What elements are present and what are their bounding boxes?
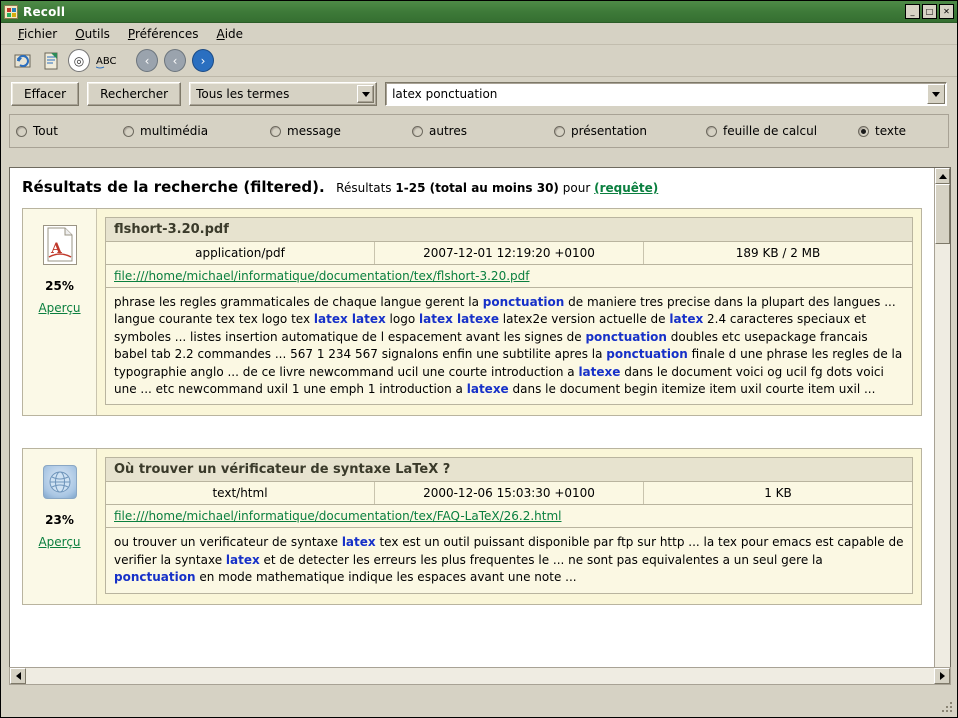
- menu-preferences[interactable]: Préférences: [127, 26, 199, 41]
- nav-prev-glyph: ‹: [164, 49, 186, 72]
- index-config-icon[interactable]: [39, 49, 63, 73]
- results-horizontal-scrollbar[interactable]: [9, 667, 951, 685]
- result-date: 2000-12-06 15:03:30 +0100: [375, 482, 644, 504]
- menu-aide[interactable]: Aide: [216, 26, 244, 41]
- scroll-left-arrow-icon[interactable]: [10, 668, 26, 684]
- resize-grip[interactable]: [940, 700, 954, 714]
- nav-next-glyph: ›: [192, 49, 214, 72]
- filter-texte[interactable]: [852, 124, 912, 138]
- chevron-down-icon[interactable]: [357, 85, 374, 103]
- nav-prev-icon[interactable]: [163, 49, 187, 73]
- filter-feuille-de-calcul-label: feuille de calcul: [723, 124, 818, 138]
- result-mime: text/html: [106, 482, 375, 504]
- snippet-text: doubles etc usepackage francais babel tab 2.2 commandes ... 567 1 234 567 signalons enfin une subtilite apres la: [114, 329, 868, 362]
- snippet-text: logo: [385, 312, 419, 327]
- nav-next-icon[interactable]: [191, 49, 215, 73]
- radio-message-icon[interactable]: [270, 126, 281, 137]
- snippet-highlight: ponctuation: [585, 329, 667, 344]
- results-panel: [9, 167, 951, 685]
- advanced-search-glyph: ◎: [68, 49, 90, 72]
- snippet-text: et de detecter les erreurs les plus frequentes le ... ne sont pas equivalentes a un seul gere la: [259, 552, 823, 567]
- filter-presentation-label: présentation: [571, 124, 647, 138]
- snippet-highlight: latex latex: [313, 312, 386, 327]
- snippet-text: de maniere tres precise dans la plupart des langues ... langue courante tex tex logo tex: [114, 295, 896, 327]
- title-bar: [1, 1, 957, 23]
- radio-autres-icon[interactable]: [412, 126, 423, 137]
- window-title: Recoll: [23, 4, 66, 19]
- result-spacer: [10, 416, 934, 442]
- menu-outils-label: utils: [84, 26, 110, 41]
- tool-bar: [1, 45, 957, 77]
- result-url-row: [105, 505, 913, 528]
- snippet-text: en mode mathematique indique les espaces avant une note ...: [195, 570, 577, 585]
- result-item-sidebar: [23, 449, 97, 603]
- result-size: 1 KB: [644, 482, 912, 504]
- result-item-sidebar: [23, 209, 97, 415]
- search-bar: [1, 77, 957, 111]
- filter-tout-label: Tout: [33, 124, 58, 138]
- snippet-text: latex2e version actuelle de: [498, 312, 670, 327]
- spelling-icon[interactable]: [95, 49, 119, 73]
- snippet-text: phrase les regles grammaticales de chaque langue gerent la: [114, 295, 483, 309]
- snippet-highlight: ponctuation: [114, 570, 196, 585]
- results-summary-range: 1-25 (total au moins 30): [395, 181, 559, 195]
- menu-outils[interactable]: Outils: [75, 26, 110, 41]
- search-input[interactable]: [386, 86, 946, 102]
- search-button[interactable]: Rechercher: [87, 82, 181, 106]
- scroll-track[interactable]: [935, 244, 950, 668]
- menu-preferences-label: références: [134, 26, 199, 41]
- clear-button[interactable]: Effacer: [11, 82, 79, 106]
- result-mime: application/pdf: [106, 242, 375, 264]
- pdf-document-icon: [43, 225, 77, 265]
- result-title[interactable]: flshort-3.20.pdf: [105, 217, 913, 242]
- svg-text:ABC: ABC: [96, 55, 117, 67]
- snippet-highlight: latex: [225, 552, 260, 567]
- result-meta-row: [105, 482, 913, 505]
- menu-fichier-label: ichier: [24, 26, 58, 41]
- filter-autres[interactable]: [406, 124, 548, 138]
- snippet-highlight: latex latexe: [419, 312, 499, 327]
- html-document-icon: [43, 465, 77, 499]
- filter-texte-label: texte: [875, 124, 907, 138]
- filter-message[interactable]: [264, 124, 406, 138]
- relevance-percent: 25%: [45, 279, 74, 293]
- filter-feuille-de-calcul[interactable]: [700, 124, 852, 138]
- search-mode-value: Tous les termes: [196, 87, 290, 101]
- snippet-highlight: latexe: [466, 381, 509, 396]
- scroll-up-arrow-icon[interactable]: [935, 168, 950, 184]
- results-vertical-scrollbar[interactable]: [934, 168, 950, 684]
- filter-autres-label: autres: [429, 124, 467, 138]
- radio-texte-icon[interactable]: [858, 126, 869, 137]
- result-item[interactable]: [22, 208, 922, 416]
- result-snippet: [105, 528, 913, 593]
- maximize-button[interactable]: □: [922, 4, 937, 19]
- snippet-highlight: ponctuation: [606, 347, 688, 362]
- result-size: 189 KB / 2 MB: [644, 242, 912, 264]
- menu-aide-label: ide: [224, 26, 244, 41]
- results-header: [10, 168, 934, 202]
- status-bar: [1, 691, 957, 717]
- snippet-text: 2.4 caracteres speciaux et symboles ... listes insertion automatique de l espacement avant les signes de: [114, 312, 867, 344]
- result-item-body: [97, 449, 921, 603]
- result-url-link[interactable]: file:///home/michael/informatique/documentation/tex/FAQ-LaTeX/26.2.html: [114, 509, 562, 524]
- radio-presentation-icon[interactable]: [554, 126, 565, 137]
- preview-link[interactable]: Aperçu: [38, 301, 81, 315]
- menu-bar: [1, 23, 957, 45]
- result-url-link[interactable]: file:///home/michael/informatique/documentation/tex/flshort-3.20.pdf: [114, 269, 530, 283]
- filter-multimedia-label: multimédia: [140, 124, 209, 138]
- result-meta-row: [105, 242, 913, 265]
- query-history-chevron-down-icon[interactable]: [927, 84, 945, 104]
- result-url-row: [105, 265, 913, 288]
- snippet-text: dans le document voici og ucil fg dots voici une ... etc newcommand uxil 1 une emph 1 introduction a: [114, 364, 884, 396]
- filter-message-label: message: [287, 124, 341, 138]
- svg-text:A: A: [50, 241, 62, 257]
- nav-first-glyph: ‹: [136, 49, 158, 72]
- category-filter-bar: [9, 114, 949, 148]
- snippet-highlight: latex: [669, 312, 704, 327]
- relevance-percent: 23%: [45, 513, 74, 528]
- advanced-search-icon[interactable]: [67, 49, 91, 73]
- scroll-thumb[interactable]: [935, 184, 950, 244]
- snippet-text: tex est un outil puissant disponible par ftp sur http ... la tex pour emacs est capable de verifier la syntaxe: [114, 535, 904, 567]
- radio-feuille-de-calcul-icon[interactable]: [706, 126, 717, 137]
- filter-presentation[interactable]: [548, 124, 700, 138]
- filter-tout[interactable]: [10, 124, 117, 138]
- snippet-text: dans le document begin itemize item uxil courte item uxil ...: [508, 381, 876, 396]
- snippet-highlight: ponctuation: [482, 295, 565, 309]
- hscroll-track[interactable]: [26, 668, 934, 684]
- preview-link[interactable]: Aperçu: [38, 535, 81, 550]
- result-date: 2007-12-01 12:19:20 +0100: [375, 242, 644, 264]
- app-icon: [4, 5, 18, 19]
- window-controls: [905, 4, 954, 19]
- snippet-highlight: latexe: [578, 364, 621, 379]
- nav-first-icon[interactable]: [135, 49, 159, 73]
- query-link[interactable]: (requête): [594, 181, 659, 195]
- radio-tout-icon[interactable]: [16, 126, 27, 137]
- snippet-highlight: latex: [341, 535, 376, 550]
- search-mode-combo[interactable]: [189, 82, 377, 106]
- results-summary-prefix: Résultats: [336, 181, 392, 195]
- snippet-text: finale d une phrase les regles de la typographie anglo ... de ce livre newcommand ucil une courte introduction a: [114, 347, 903, 379]
- result-item-body: [97, 209, 921, 415]
- result-title[interactable]: Où trouver un vérificateur de syntaxe LaTeX ?: [105, 457, 913, 482]
- update-index-icon[interactable]: [11, 49, 35, 73]
- radio-multimedia-icon[interactable]: [123, 126, 134, 137]
- results-summary-middle: pour: [562, 181, 591, 195]
- minimize-button[interactable]: _: [905, 4, 920, 19]
- result-item[interactable]: [22, 448, 922, 604]
- results-list[interactable]: [10, 168, 934, 684]
- filter-multimedia[interactable]: [117, 124, 264, 138]
- query-combo[interactable]: [385, 82, 947, 106]
- menu-fichier[interactable]: Fichier: [18, 26, 58, 41]
- scroll-right-arrow-icon[interactable]: [934, 668, 950, 684]
- close-button[interactable]: ✕: [939, 4, 954, 19]
- result-snippet: [105, 288, 913, 405]
- results-heading: Résultats de la recherche (filtered).: [22, 178, 325, 196]
- snippet-text: ou trouver un verificateur de syntaxe: [114, 535, 342, 550]
